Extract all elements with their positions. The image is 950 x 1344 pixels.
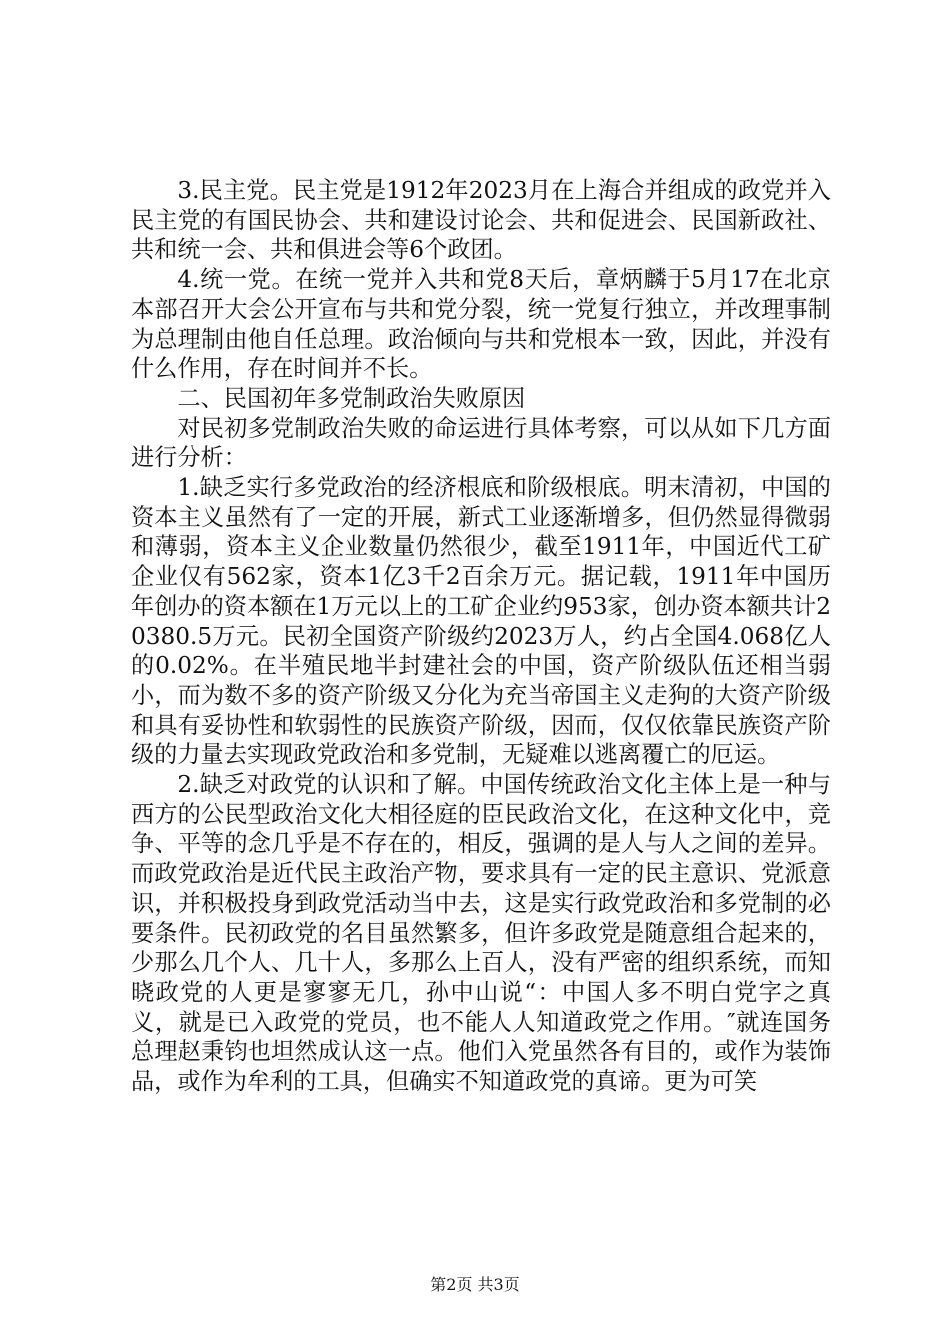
document-body (131, 176, 831, 1097)
page-number-footer: 第2页 共3页 (430, 1275, 520, 1294)
paragraph-analysis-intro: 对民初多党制政治失败的命运进行具体考察，可以从如下几方面进行分析： (131, 414, 831, 472)
paragraph-party-understanding: 2.缺乏对政党的认识和了解。中国传统政治文化主体上是一种与西方的公民型政治文化大相径庭的臣民政治文化，在这种文化中，竞争、平等的念几乎是不存在的，相反，强调的是人与人之间的差异。而政党政治是近代民主政治产物，要求具有一定的民主意识、党派意识，并积极投身到政党活动当中去，这是实行政党政治和多党制的必要条件。民初政党的名目虽然繁多，但许多政党是随意组合起来的，少那么几个人、几十人，多那么上百人，没有严密的组织系统，而知晓政党的人更是寥寥无几，孙中山说“：中国人多不明白党字之真义，就是已入政党的党员，也不能人人知道政党之作用。″就连国务总理赵秉钧也坦然成认这一点。他们入党虽然各有目的，或作为装饰品，或作为牟利的工具，但确实不知道政党的真谛。更为可笑 (131, 771, 831, 1096)
paragraph-economic-basis: 1.缺乏实行多党政治的经济根底和阶级根底。明末清初，中国的资本主义虽然有了一定的开展，新式工业逐渐增多，但仍然显得微弱和薄弱，资本主义企业数量仍然很少，截至1911年，中国近代工矿企业仅有562家，资本1亿3千2百余万元。据记载，1911年中国历年创办的资本额在1万元以上的工矿企业约953家，创办资本额共计20380.5万元。民初全国资产阶级约2023万人，约占全国4.068亿人的0.02%。在半殖民地半封建社会的中国，资产阶级队伍还相当弱小，而为数不多的资产阶级又分化为充当帝国主义走狗的大资产阶级和具有妥协性和软弱性的民族资产阶级，因而，仅仅依靠民族资产阶级的力量去实现政党政治和多党制，无疑难以逃离覆亡的厄运。 (131, 474, 831, 769)
paragraph-unification-party: 4.统一党。在统一党并入共和党8天后，章炳麟于5月17在北京本部召开大会公开宣布与共和党分裂，统一党复行独立，并改理事制为总理制由他自任总理。政治倾向与共和党根本一致，因此，并没有什么作用，存在时间并不长。 (131, 266, 831, 383)
section-heading-failure-reasons: 二、民国初年多党制政治失败原因 (177, 384, 526, 412)
paragraph-democratic-party: 3.民主党。民主党是1912年2023月在上海合并组成的政党并入民主党的有国民协会、共和建设讨论会、共和促进会、民国新政社、共和统一会、共和俱进会等6个政团。 (131, 177, 831, 264)
